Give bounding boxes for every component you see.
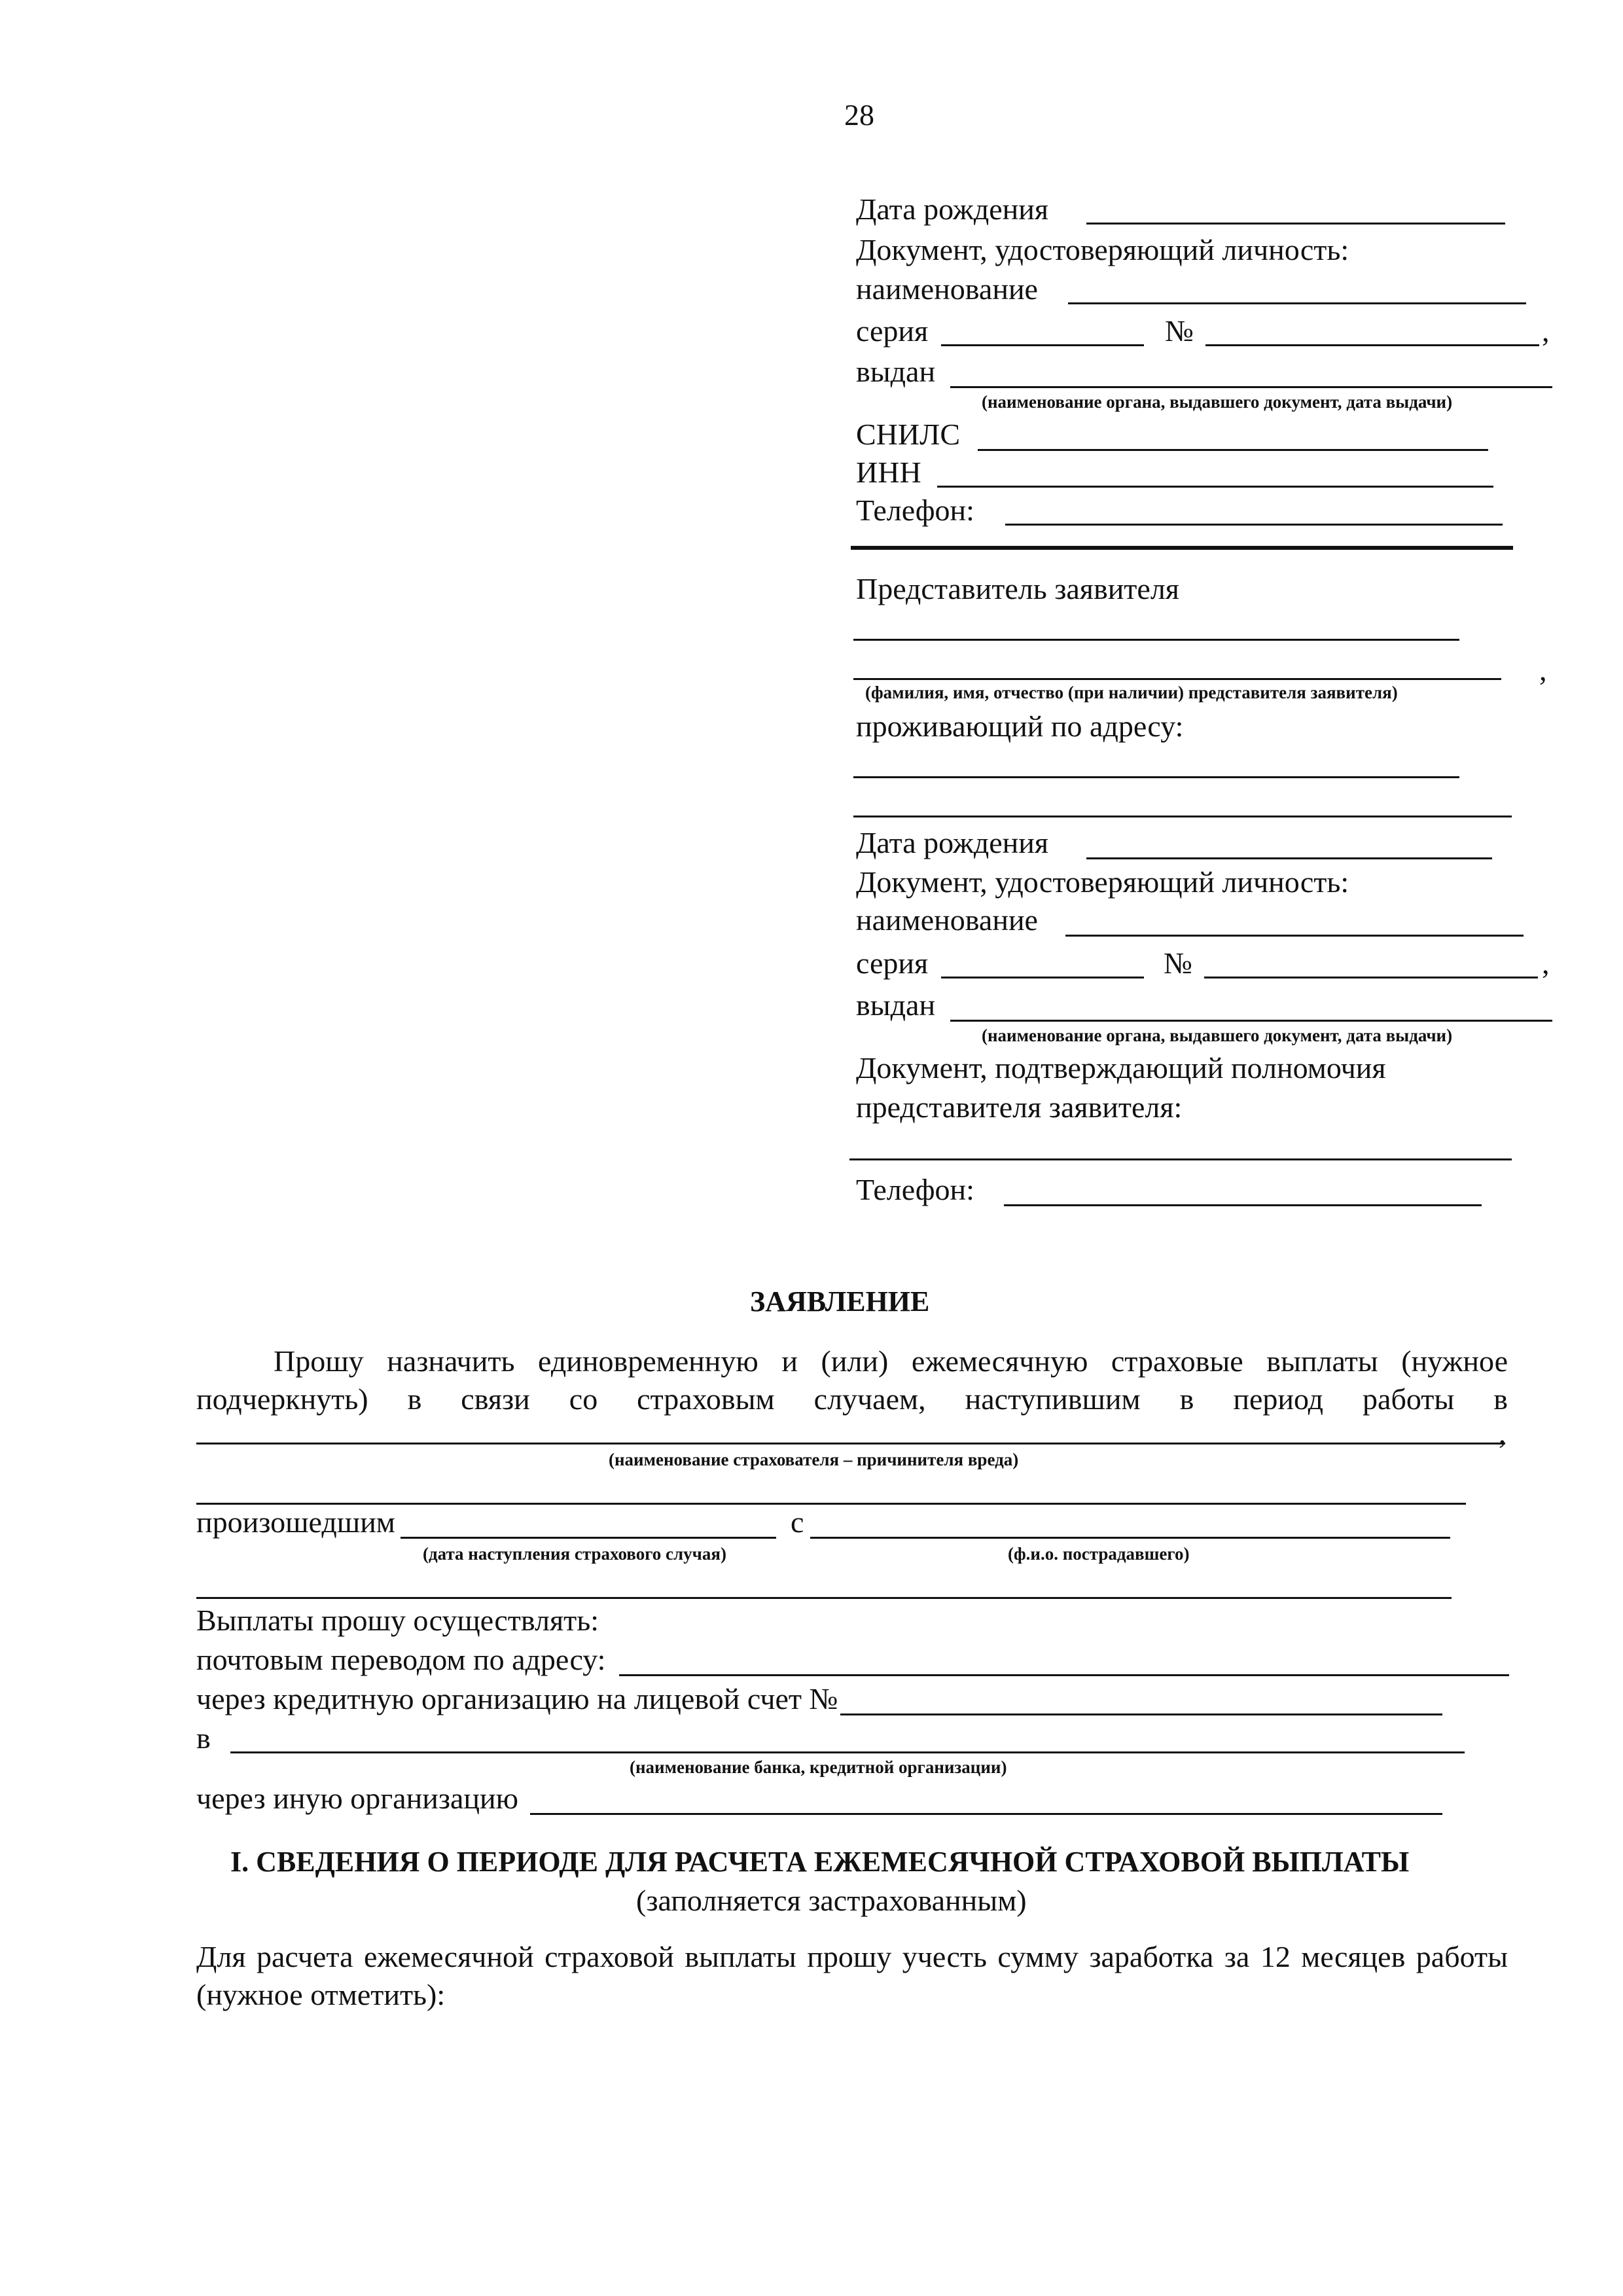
payments-label: Выплаты прошу осуществлять: [196,1604,599,1637]
representative-doc-name-label: наименование [856,903,1038,937]
occurred-label: произошедшим [196,1505,395,1539]
representative-number-label: № [1164,946,1192,980]
statement-title: ЗАЯВЛЕНИЕ [750,1285,930,1318]
representative-name-field-2[interactable] [853,678,1501,680]
representative-authority-doc-field[interactable] [849,1158,1512,1160]
applicant-series-comma: , [1542,314,1550,348]
other-org-field[interactable] [530,1813,1442,1815]
representative-doc-name-field[interactable] [1065,935,1524,937]
victim-name-field-2[interactable] [196,1597,1452,1599]
credit-org-label: через кредитную организацию на лицевой счет № [196,1682,838,1715]
applicant-number-label: № [1165,314,1194,348]
representative-title: Представитель заявителя [856,572,1179,605]
account-number-field[interactable] [840,1713,1442,1715]
applicant-birth-date-label: Дата рождения [856,192,1049,226]
insurer-name-caption: (наименование страхователя – причинителя вреда) [609,1450,1019,1469]
representative-birth-date-field[interactable] [1086,857,1492,859]
representative-issued-label: выдан [856,988,936,1022]
representative-issued-field[interactable] [950,1020,1552,1022]
representative-phone-label: Телефон: [856,1173,974,1206]
applicant-issued-caption: (наименование органа, выдавшего документ, дата выдачи) [982,392,1453,412]
applicant-issued-label: выдан [856,355,936,388]
representative-authority-doc-label-1: Документ, подтверждающий полномочия [856,1051,1386,1085]
insurer-name-comma: , [1499,1416,1507,1450]
representative-series-comma: , [1542,946,1550,980]
other-org-label: через иную организацию [196,1782,519,1815]
section-1-subtitle: (заполняется застрахованным) [636,1884,1027,1917]
applicant-issued-field[interactable] [950,386,1552,388]
section-1-title: I. СВЕДЕНИЯ О ПЕРИОДЕ ДЛЯ РАСЧЕТА ЕЖЕМЕСЯЧНОЙ СТРАХОВОЙ ВЫПЛАТЫ [230,1846,1410,1878]
representative-authority-doc-label-2: представителя заявителя: [856,1090,1183,1124]
applicant-id-doc-label: Документ, удостоверяющий личность: [856,233,1349,266]
section-1-text-line-1: Для расчета ежемесячной страховой выплаты прошу учесть сумму заработка за 12 месяцев работы [196,1940,1508,1973]
applicant-snils-label: СНИЛС [856,418,961,451]
representative-phone-field[interactable] [1004,1204,1482,1206]
section-divider [851,546,1513,550]
representative-address-label: проживающий по адресу: [856,709,1184,743]
representative-address-field-2[interactable] [853,816,1512,817]
applicant-series-field[interactable] [941,344,1144,346]
applicant-inn-label: ИНН [856,456,921,489]
representative-id-doc-label: Документ, удостоверяющий личность: [856,865,1349,899]
bank-name-caption: (наименование банка, кредитной организации) [630,1757,1007,1777]
insurer-name-field[interactable] [196,1443,1505,1444]
postal-address-field[interactable] [619,1674,1509,1676]
representative-birth-date-label: Дата рождения [856,826,1049,859]
representative-name-field-1[interactable] [853,639,1459,641]
representative-name-caption: (фамилия, имя, отчество (при наличии) представителя заявителя) [865,683,1398,702]
victim-name-field[interactable] [810,1537,1450,1539]
applicant-phone-label: Телефон: [856,493,974,527]
occurred-date-caption: (дата наступления страхового случая) [423,1544,726,1564]
page-number: 28 [844,98,874,132]
occurred-date-field[interactable] [401,1537,776,1539]
with-label: с [791,1505,804,1539]
statement-text-line-2: подчеркнуть) в связи со страховым случаем, наступившим в период работы в [196,1382,1508,1416]
representative-series-field[interactable] [941,977,1144,978]
bank-in-label: в [196,1721,211,1755]
applicant-doc-name-label: наименование [856,272,1038,306]
representative-number-field[interactable] [1204,977,1538,978]
representative-series-label: серия [856,946,929,980]
applicant-series-label: серия [856,314,929,348]
applicant-birth-date-field[interactable] [1086,223,1505,224]
representative-address-field-1[interactable] [853,776,1459,778]
section-1-text-line-2: (нужное отметить): [196,1978,446,2011]
statement-text-line-1: Прошу назначить единовременную и (или) ежемесячную страховые выплаты (нужное [274,1344,1508,1378]
applicant-snils-field[interactable] [978,449,1488,451]
applicant-phone-field[interactable] [1005,524,1503,526]
applicant-number-field[interactable] [1205,344,1539,346]
bank-name-field[interactable] [230,1751,1465,1753]
victim-name-caption: (ф.и.о. пострадавшего) [1008,1544,1190,1564]
postal-transfer-label: почтовым переводом по адресу: [196,1643,606,1676]
representative-issued-caption: (наименование органа, выдавшего документ, дата выдачи) [982,1026,1453,1045]
representative-name-comma: , [1539,653,1547,687]
applicant-doc-name-field[interactable] [1068,302,1526,304]
applicant-inn-field[interactable] [937,486,1493,488]
